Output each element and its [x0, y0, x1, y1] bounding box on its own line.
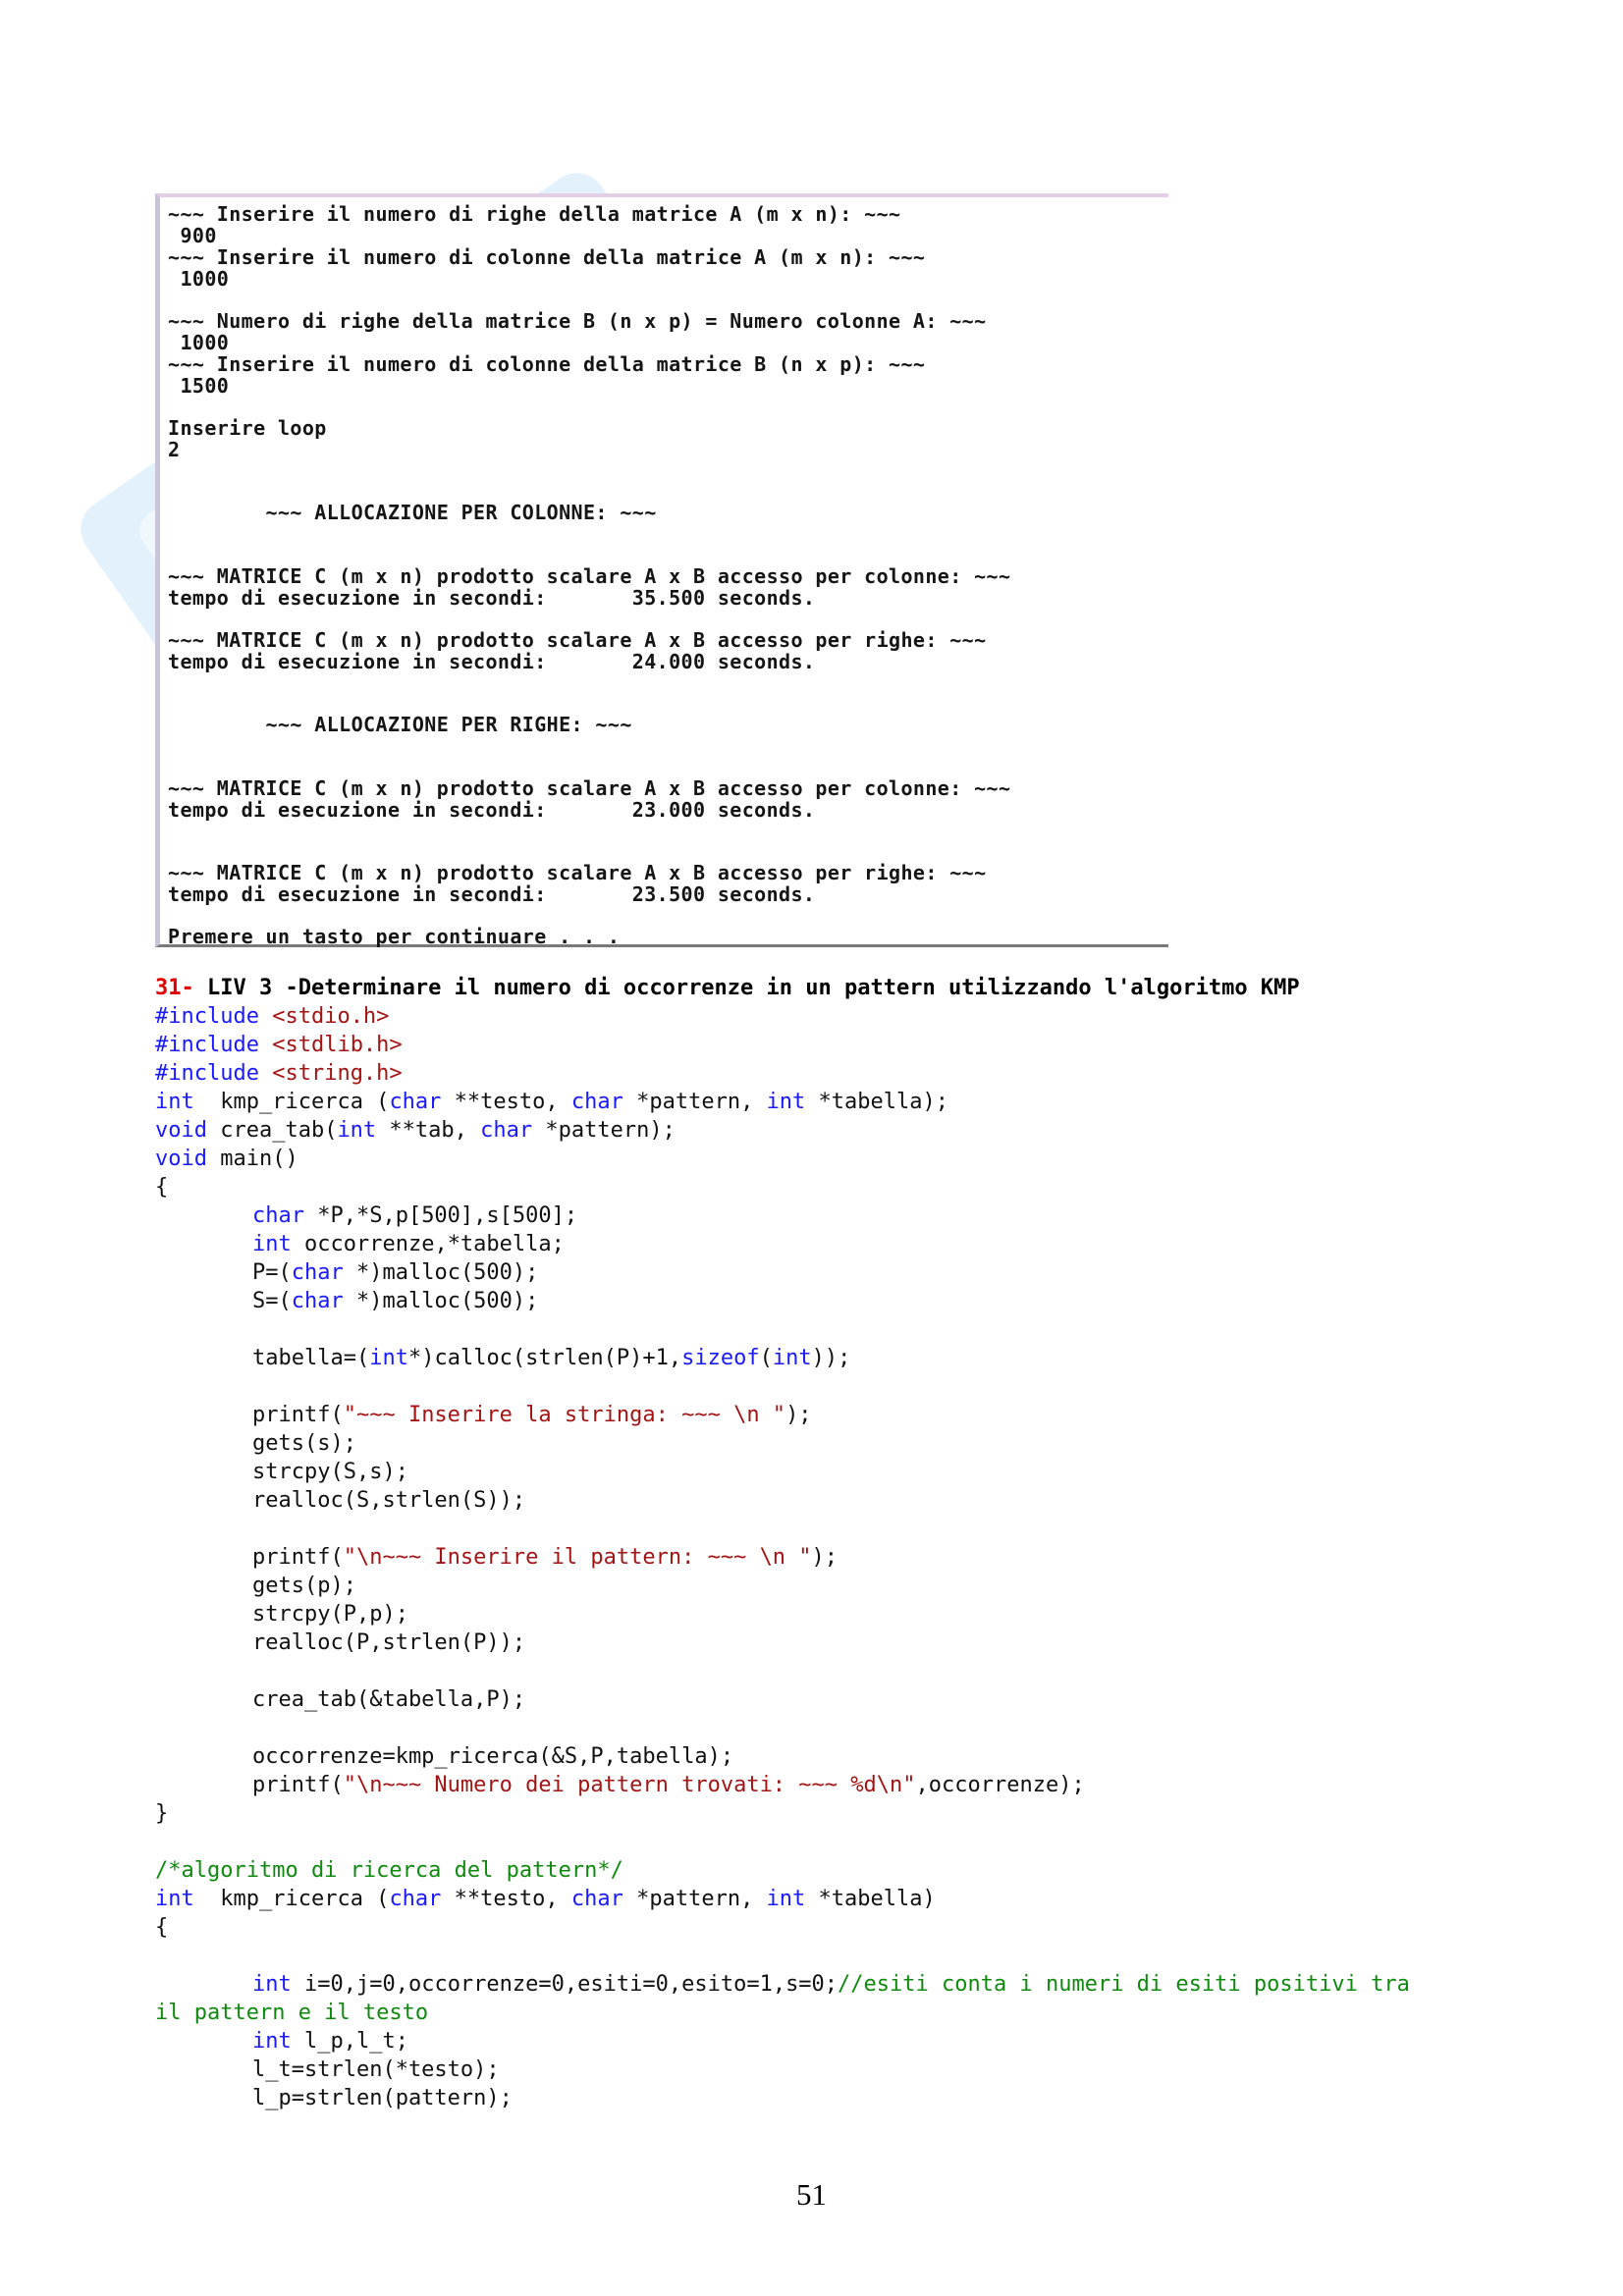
console-line: ~~~ Inserire il numero di colonne della matrice B (n x p): ~~~ — [168, 352, 926, 376]
code-line — [155, 1999, 428, 2027]
code-token: int — [252, 2029, 292, 2054]
code-token: int — [766, 1887, 806, 1911]
code-token: occorrenze,*tabella; — [291, 1232, 565, 1256]
console-line: ~~~ ALLOCAZIONE PER RIGHE: ~~~ — [168, 713, 632, 736]
console-line: 1000 — [168, 331, 230, 354]
code-line — [155, 1059, 403, 1088]
code-token: kmp_ricerca ( — [193, 1090, 390, 1114]
console-line: ~~~ MATRICE C (m x n) prodotto scalare A x B accesso per colonne: ~~~ — [168, 776, 1011, 800]
code-token: /*algoritmo di ricerca del pattern*/ — [155, 1858, 623, 1883]
code-token: l_p=strlen(pattern); — [252, 2086, 513, 2110]
code-line — [155, 1885, 936, 1913]
code-line — [155, 1913, 168, 1942]
console-line: tempo di esecuzione in secondi: 24.000 seconds. — [168, 650, 816, 673]
code-token: *P,*S,p[500],s[500]; — [303, 1203, 578, 1228]
code-token: int — [766, 1090, 806, 1114]
code-token: "\n~~~ Inserire il pattern: ~~~ \n " — [343, 1545, 812, 1570]
code-token: int — [369, 1346, 408, 1370]
code-token: ( — [759, 1346, 773, 1370]
console-screenshot — [155, 193, 1168, 947]
page-number: 51 — [796, 2177, 827, 2212]
code-token: #include — [155, 1004, 259, 1029]
code-line — [155, 1116, 676, 1145]
code-token: tabella=( — [252, 1346, 370, 1370]
code-token: printf( — [252, 1545, 344, 1570]
code-token: //esiti conta i numeri di esiti positivi tra — [838, 1972, 1410, 1997]
code-token: realloc(S,strlen(S)); — [252, 1488, 526, 1513]
code-token: } — [155, 1801, 169, 1826]
code-token: occorrenze=kmp_ricerca(&S,P,tabella); — [252, 1744, 734, 1769]
code-line — [155, 1856, 623, 1885]
code-line — [155, 1429, 356, 1458]
code-token: ); — [785, 1403, 812, 1427]
code-token: int — [772, 1346, 812, 1370]
console-line: tempo di esecuzione in secondi: 35.500 seconds. — [168, 586, 816, 610]
code-token: sizeof — [681, 1346, 760, 1370]
code-token: printf( — [252, 1773, 344, 1797]
code-line — [155, 1287, 538, 1315]
code-token: ); — [811, 1545, 839, 1570]
code-token: *tabella); — [805, 1090, 949, 1114]
code-token: **testo, — [441, 1090, 571, 1114]
code-token: int — [155, 1090, 194, 1114]
code-token: strcpy(S,s); — [252, 1460, 408, 1484]
code-token: S=( — [252, 1289, 292, 1313]
code-line — [155, 1031, 403, 1059]
code-token: int — [155, 1887, 194, 1911]
code-line — [155, 1771, 1085, 1799]
code-line — [155, 1629, 525, 1657]
code-token: l_t=strlen(*testo); — [252, 2057, 500, 2082]
code-line — [155, 1458, 408, 1486]
code-line — [155, 1600, 408, 1629]
code-line — [155, 1002, 389, 1031]
code-line — [155, 1572, 356, 1600]
code-token: *pattern, — [622, 1090, 767, 1114]
console-line: Premere un tasto per continuare . . . — [168, 925, 621, 948]
code-token: realloc(P,strlen(P)); — [252, 1630, 526, 1655]
code-token: char — [389, 1887, 442, 1911]
code-line — [155, 1486, 525, 1515]
code-token: #include — [155, 1033, 259, 1057]
code-line — [155, 1685, 525, 1714]
code-line — [155, 1258, 538, 1287]
code-line — [155, 2084, 513, 2112]
code-token: void — [155, 1118, 207, 1143]
code-line — [155, 1230, 565, 1258]
code-token: <string.h> — [272, 1061, 403, 1086]
code-line — [155, 1088, 948, 1116]
code-token: int — [252, 1972, 292, 1997]
code-token: **tab, — [376, 1118, 481, 1143]
console-line: Inserire loop — [168, 416, 327, 440]
console-line: ~~~ Inserire il numero di righe della matrice A (m x n): ~~~ — [168, 202, 901, 226]
exercise-heading — [155, 974, 1300, 1002]
console-line: ~~~ MATRICE C (m x n) prodotto scalare A x B accesso per righe: ~~~ — [168, 628, 987, 652]
code-token: <stdio.h> — [272, 1004, 390, 1029]
exercise-number: 31- — [155, 976, 194, 1000]
code-token: *tabella) — [805, 1887, 936, 1911]
console-line: tempo di esecuzione in secondi: 23.000 seconds. — [168, 798, 816, 822]
code-token: char — [291, 1289, 344, 1313]
code-token: char — [480, 1118, 533, 1143]
code-token: { — [155, 1175, 169, 1200]
code-token: **testo, — [441, 1887, 571, 1911]
code-token: char — [389, 1090, 442, 1114]
code-token: l_p,l_t; — [291, 2029, 408, 2054]
console-line: ~~~ MATRICE C (m x n) prodotto scalare A x B accesso per righe: ~~~ — [168, 861, 987, 884]
code-token: printf( — [252, 1403, 344, 1427]
code-token: "~~~ Inserire la stringa: ~~~ \n " — [343, 1403, 786, 1427]
console-line: 2 — [168, 438, 181, 461]
code-token: crea_tab(&tabella,P); — [252, 1687, 526, 1712]
console-line: 900 — [168, 224, 217, 247]
console-line: ~~~ ALLOCAZIONE PER COLONNE: ~~~ — [168, 501, 657, 524]
code-token: void — [155, 1147, 207, 1171]
code-token: *)calloc(strlen(P)+1, — [407, 1346, 682, 1370]
code-token: kmp_ricerca ( — [193, 1887, 390, 1911]
console-line: 1000 — [168, 267, 230, 291]
code-token: "\n~~~ Numero dei pattern trovati: ~~~ %d\n" — [343, 1773, 916, 1797]
code-token: int — [337, 1118, 377, 1143]
console-line: ~~~ Numero di righe della matrice B (n x p) = Numero colonne A: ~~~ — [168, 309, 987, 333]
code-token: gets(p); — [252, 1574, 356, 1598]
code-token: char — [291, 1260, 344, 1285]
code-token: char — [252, 1203, 304, 1228]
code-line — [155, 1970, 1410, 1999]
code-line — [155, 2056, 500, 2084]
code-token: )); — [811, 1346, 851, 1370]
code-token: gets(s); — [252, 1431, 356, 1456]
code-line — [155, 1799, 168, 1828]
code-token: char — [570, 1887, 623, 1911]
code-line — [155, 1742, 733, 1771]
code-token: *pattern); — [532, 1118, 676, 1143]
code-token: <stdlib.h> — [272, 1033, 403, 1057]
code-token: char — [570, 1090, 623, 1114]
code-line — [155, 1401, 812, 1429]
code-line — [155, 1543, 838, 1572]
code-token: P=( — [252, 1260, 292, 1285]
code-token: strcpy(P,p); — [252, 1602, 408, 1627]
code-line — [155, 1201, 577, 1230]
code-line — [155, 1344, 850, 1372]
code-token: *pattern, — [622, 1887, 767, 1911]
code-line — [155, 2027, 408, 2056]
code-token: main() — [206, 1147, 298, 1171]
code-token: i=0,j=0,occorrenze=0,esiti=0,esito=1,s=0; — [291, 1972, 839, 1997]
code-token: il pattern e il testo — [155, 2001, 429, 2025]
code-token: { — [155, 1915, 169, 1940]
console-line: 1500 — [168, 374, 230, 398]
console-line: ~~~ Inserire il numero di colonne della matrice A (m x n): ~~~ — [168, 245, 926, 269]
code-token: *)malloc(500); — [343, 1260, 539, 1285]
code-token: ,occorrenze); — [915, 1773, 1085, 1797]
exercise-title: LIV 3 -Determinare il numero di occorrenze in un pattern utilizzando l'algoritmo KMP — [193, 976, 1300, 1000]
console-line: ~~~ MATRICE C (m x n) prodotto scalare A x B accesso per colonne: ~~~ — [168, 564, 1011, 588]
code-token: #include — [155, 1061, 259, 1086]
code-line — [155, 1145, 298, 1173]
code-token: int — [252, 1232, 292, 1256]
code-token: crea_tab( — [206, 1118, 338, 1143]
code-token: *)malloc(500); — [343, 1289, 539, 1313]
code-line — [155, 1173, 168, 1201]
console-line: tempo di esecuzione in secondi: 23.500 seconds. — [168, 882, 816, 906]
